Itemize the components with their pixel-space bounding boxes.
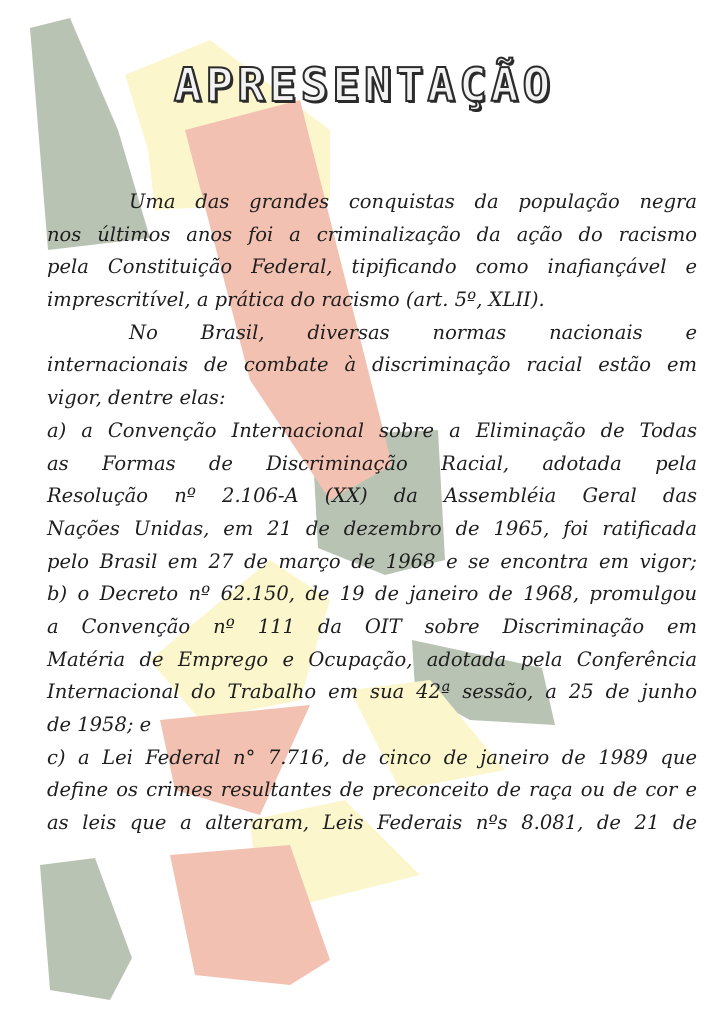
text-line: Internacional do Trabalho em sua 42ª sessão, a 25 de junho <box>47 680 697 704</box>
text-line: No Brasil, diversas normas nacionais e <box>129 320 697 344</box>
text-line: internacionais de combate à discriminação racial estão em <box>47 353 697 377</box>
text-line: define os crimes resultantes de preconceito de raça ou de cor e <box>47 778 697 802</box>
page-title: APRESENTAÇÃO <box>173 58 555 112</box>
text-line: imprescritível, a prática do racismo (art. 5º, XLII). <box>47 288 545 312</box>
body-text <box>47 186 697 840</box>
text-line: Nações Unidas, em 21 de dezembro de 1965, foi ratificada <box>47 516 697 540</box>
text-line: Matéria de Emprego e Ocupação, adotada pela Conferência <box>47 647 697 671</box>
text-line: Resolução nº 2.106-A (XX) da Assembléia Geral das <box>47 484 697 508</box>
text-line: vigor, dentre elas: <box>47 386 226 410</box>
text-line: a Convenção nº 111 da OIT sobre Discriminação em <box>47 614 697 638</box>
text-line: as leis que a alteraram, Leis Federais nºs 8.081, de 21 de <box>47 811 697 835</box>
text-line: de 1958; e <box>47 713 152 736</box>
text-line: a) a Convenção Internacional sobre a Eliminação de Todas <box>47 418 697 442</box>
gray-shape-bottomleft <box>40 858 132 1000</box>
text-line: as Formas de Discriminação Racial, adotada pela <box>47 451 697 475</box>
text-line: pelo Brasil em 27 de março de 1968 e se encontra em vigor; <box>47 549 697 573</box>
text-line: b) o Decreto nº 62.150, de 19 de janeiro de 1968, promulgou <box>47 582 697 606</box>
text-line: pela Constituição Federal, tipificando como inafiançável e <box>47 255 697 279</box>
text-line: c) a Lei Federal n° 7.716, de cinco de janeiro de 1989 que <box>47 745 697 769</box>
text-line: nos últimos anos foi a criminalização da ação do racismo <box>47 222 697 246</box>
text-line: Uma das grandes conquistas da população negra <box>129 190 697 213</box>
